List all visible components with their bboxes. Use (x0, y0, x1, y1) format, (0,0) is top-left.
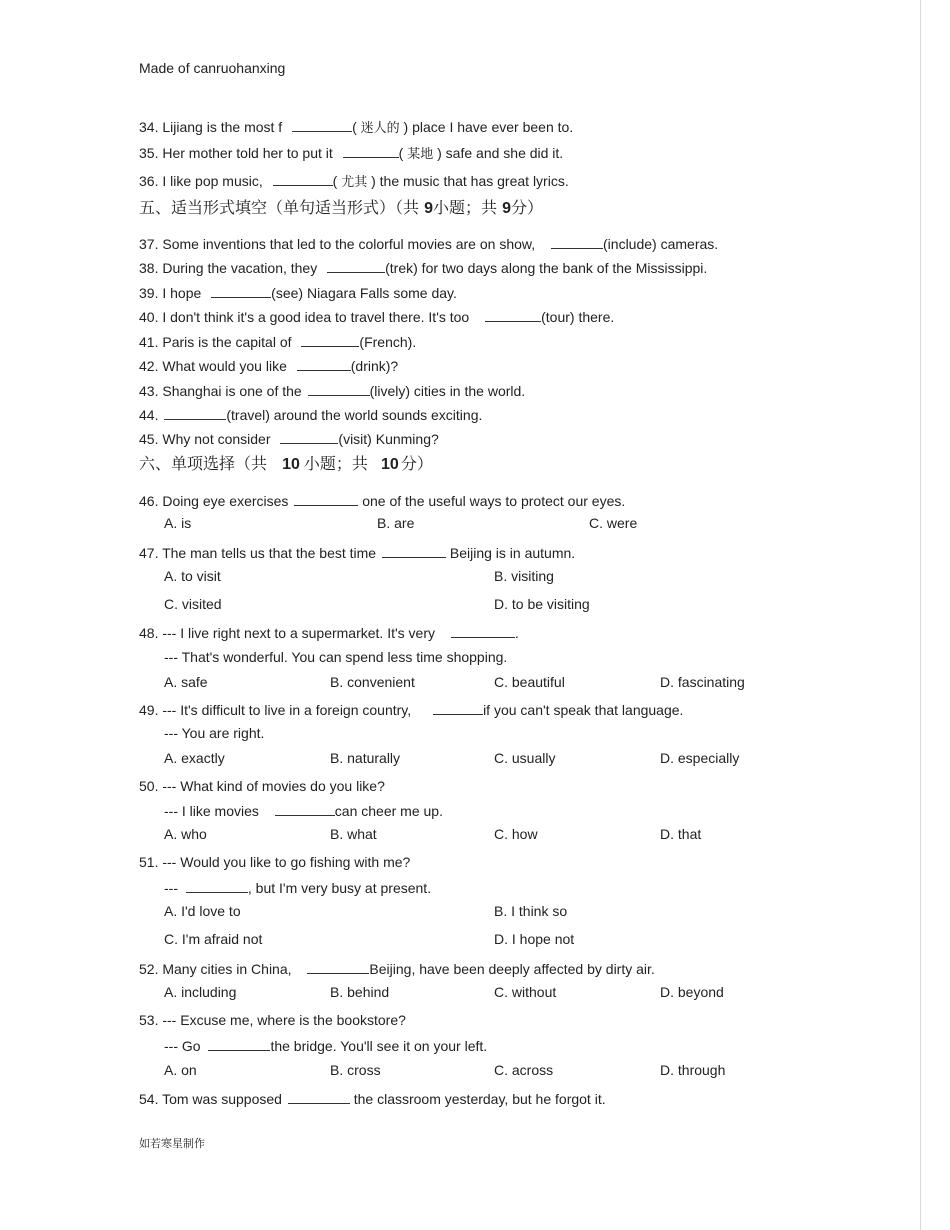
heading-text: 分） (511, 198, 544, 217)
heading-text: 小题；共 (433, 198, 498, 217)
answer-blank[interactable] (292, 118, 352, 132)
question-text: 52. Many cities in China, (139, 961, 292, 977)
answer-blank[interactable] (288, 1090, 350, 1104)
question-34 (139, 118, 573, 137)
question-text: 39. I hope (139, 285, 202, 301)
question-50: 50. --- What kind of movies do you like? (139, 778, 385, 794)
question-text: the classroom yesterday, but he forgot it. (353, 1091, 606, 1107)
question-41 (139, 333, 416, 351)
question-42 (139, 357, 398, 375)
question-text: Beijing is in autumn. (449, 545, 576, 561)
option-d[interactable]: D. through (660, 1062, 726, 1078)
chinese-hint: 尤其 (341, 175, 368, 190)
answer-blank[interactable] (301, 333, 359, 347)
question-text: (visit) Kunming? (338, 431, 439, 447)
section-heading-5 (139, 198, 543, 219)
answer-blank[interactable] (433, 701, 483, 715)
option-a[interactable]: A. including (164, 984, 237, 1000)
question-text: (tour) there. (541, 309, 615, 325)
answer-blank[interactable] (275, 802, 335, 816)
answer-blank[interactable] (485, 308, 541, 322)
option-c[interactable]: C. how (494, 826, 538, 842)
heading-score: 9 (502, 200, 512, 217)
heading-count: 10 (282, 456, 300, 473)
question-text: if you can't speak that language. (483, 702, 684, 718)
option-c[interactable]: C. without (494, 984, 557, 1000)
question-48 (139, 624, 519, 642)
question-43 (139, 382, 525, 400)
option-b[interactable]: B. I think so (494, 903, 568, 919)
question-text: can cheer me up. (334, 803, 443, 819)
heading-count: 9 (424, 200, 434, 217)
question-text: (travel) around the world sounds exciting. (226, 407, 483, 423)
option-b[interactable]: B. naturally (330, 750, 401, 766)
question-50-line2 (164, 802, 443, 820)
answer-blank[interactable] (308, 382, 370, 396)
option-a[interactable]: A. on (164, 1062, 197, 1078)
heading-text: 小题；共 (303, 454, 368, 473)
heading-text: 六、单项选择（共 (139, 454, 268, 473)
question-52 (139, 960, 655, 978)
question-text: 43. Shanghai is one of the (139, 383, 302, 399)
question-51: 51. --- Would you like to go fishing with me? (139, 854, 411, 870)
answer-blank[interactable] (382, 544, 446, 558)
question-text: 41. Paris is the capital of (139, 334, 292, 350)
answer-blank[interactable] (307, 960, 369, 974)
question-text: ) the music that has great lyrics. (371, 173, 569, 189)
option-a[interactable]: A. to visit (164, 568, 221, 584)
option-b[interactable]: B. are (377, 515, 415, 531)
question-text: , but I'm very busy at present. (247, 880, 432, 896)
option-c[interactable]: C. usually (494, 750, 556, 766)
option-b[interactable]: B. visiting (494, 568, 554, 584)
question-text: (trek) for two days along the bank of the Mississippi. (385, 260, 708, 276)
answer-blank[interactable] (551, 235, 603, 249)
option-a[interactable]: A. who (164, 826, 207, 842)
question-text: 48. --- I live right next to a supermarket. It's very (139, 625, 435, 641)
question-36 (139, 172, 569, 191)
question-54 (139, 1090, 606, 1108)
question-text: 45. Why not consider (139, 431, 271, 447)
paren: ( (332, 173, 338, 189)
question-text: 44. (139, 407, 159, 423)
answer-blank[interactable] (280, 430, 338, 444)
question-39 (139, 284, 457, 302)
question-45 (139, 430, 439, 448)
question-text: 42. What would you like (139, 358, 287, 374)
answer-blank[interactable] (164, 406, 226, 420)
option-a[interactable]: A. safe (164, 674, 208, 690)
question-text: 49. --- It's difficult to live in a foreign country, (139, 702, 412, 718)
question-text: ) place I have ever been to. (403, 119, 574, 135)
option-b[interactable]: B. behind (330, 984, 390, 1000)
question-text: 54. Tom was supposed (139, 1091, 282, 1107)
paren: ( (398, 145, 404, 161)
option-a[interactable]: A. is (164, 515, 192, 531)
option-a[interactable]: A. exactly (164, 750, 225, 766)
question-37 (139, 235, 718, 253)
option-b[interactable]: B. convenient (330, 674, 415, 690)
option-d[interactable]: D. that (660, 826, 702, 842)
option-b[interactable]: B. what (330, 826, 377, 842)
question-text: 36. I like pop music, (139, 173, 263, 189)
option-d[interactable]: D. beyond (660, 984, 724, 1000)
question-text: --- I like movies (164, 803, 259, 819)
question-text: (see) Niagara Falls some day. (271, 285, 457, 301)
answer-blank[interactable] (186, 879, 248, 893)
question-53: 53. --- Excuse me, where is the bookstore? (139, 1012, 406, 1028)
question-40 (139, 308, 614, 326)
dialogue-line: --- That's wonderful. You can spend less time shopping. (164, 649, 508, 665)
question-text: one of the useful ways to protect our eyes. (362, 493, 626, 509)
question-text: --- Go (164, 1038, 201, 1054)
option-c[interactable]: C. beautiful (494, 674, 565, 690)
option-a[interactable]: A. I'd love to (164, 903, 241, 919)
question-text: 40. I don't think it's a good idea to travel there. It's too (139, 309, 470, 325)
answer-blank[interactable] (208, 1037, 270, 1051)
question-51-line2 (164, 879, 431, 897)
option-c[interactable]: C. across (494, 1062, 554, 1078)
question-text: (lively) cities in the world. (369, 383, 526, 399)
question-text: (French). (359, 334, 417, 350)
paren: ( (352, 119, 357, 135)
question-46 (139, 492, 625, 510)
option-d[interactable]: D. especially (660, 750, 740, 766)
question-text: 35. Her mother told her to put it (139, 145, 333, 161)
answer-blank[interactable] (297, 357, 351, 371)
question-text: 47. The man tells us that the best time (139, 545, 377, 561)
question-text: 37. Some inventions that led to the colorful movies are on show, (139, 236, 536, 252)
option-d[interactable]: D. fascinating (660, 674, 745, 690)
heading-text: 五、适当形式填空（单句适当形式）（共 (139, 198, 420, 217)
heading-text: 分） (400, 454, 433, 473)
option-c[interactable]: C. visited (164, 596, 222, 612)
section-heading-6 (139, 454, 433, 475)
question-text: (include) cameras. (603, 236, 719, 252)
answer-blank[interactable] (294, 492, 358, 506)
question-text: the bridge. You'll see it on your left. (270, 1038, 488, 1054)
question-53-line2 (164, 1037, 487, 1055)
dialogue-line: --- You are right. (164, 725, 265, 741)
answer-blank[interactable] (211, 284, 271, 298)
page-header: Made of canruohanxing (139, 60, 286, 76)
answer-blank[interactable] (327, 259, 385, 273)
question-text: ) safe and she did it. (437, 145, 564, 161)
option-c[interactable]: C. were (589, 515, 638, 531)
question-35 (139, 144, 563, 163)
answer-blank[interactable] (343, 144, 399, 158)
question-text: 34. Lijiang is the most f (139, 119, 283, 135)
answer-blank[interactable] (273, 172, 333, 186)
chinese-hint: 迷人的 (360, 121, 400, 136)
question-38 (139, 259, 707, 277)
question-47 (139, 544, 575, 562)
option-b[interactable]: B. cross (330, 1062, 381, 1078)
question-44 (139, 406, 482, 424)
page-edge-divider (920, 0, 921, 1230)
question-text: 46. Doing eye exercises (139, 493, 289, 509)
question-text: 38. During the vacation, they (139, 260, 318, 276)
answer-blank[interactable] (451, 624, 515, 638)
option-d[interactable]: D. I hope not (494, 931, 575, 947)
question-text: . (514, 625, 519, 641)
question-text: --- (164, 880, 178, 896)
question-49 (139, 701, 683, 719)
option-d[interactable]: D. to be visiting (494, 596, 590, 612)
question-text: Beijing, have been deeply affected by dirty air. (369, 961, 655, 977)
question-text: (drink)? (350, 358, 399, 374)
option-c[interactable]: C. I'm afraid not (164, 931, 263, 947)
heading-score: 10 (381, 456, 399, 473)
chinese-hint: 某地 (407, 147, 434, 162)
page-footer: 如若寒星制作 (139, 1137, 205, 1150)
